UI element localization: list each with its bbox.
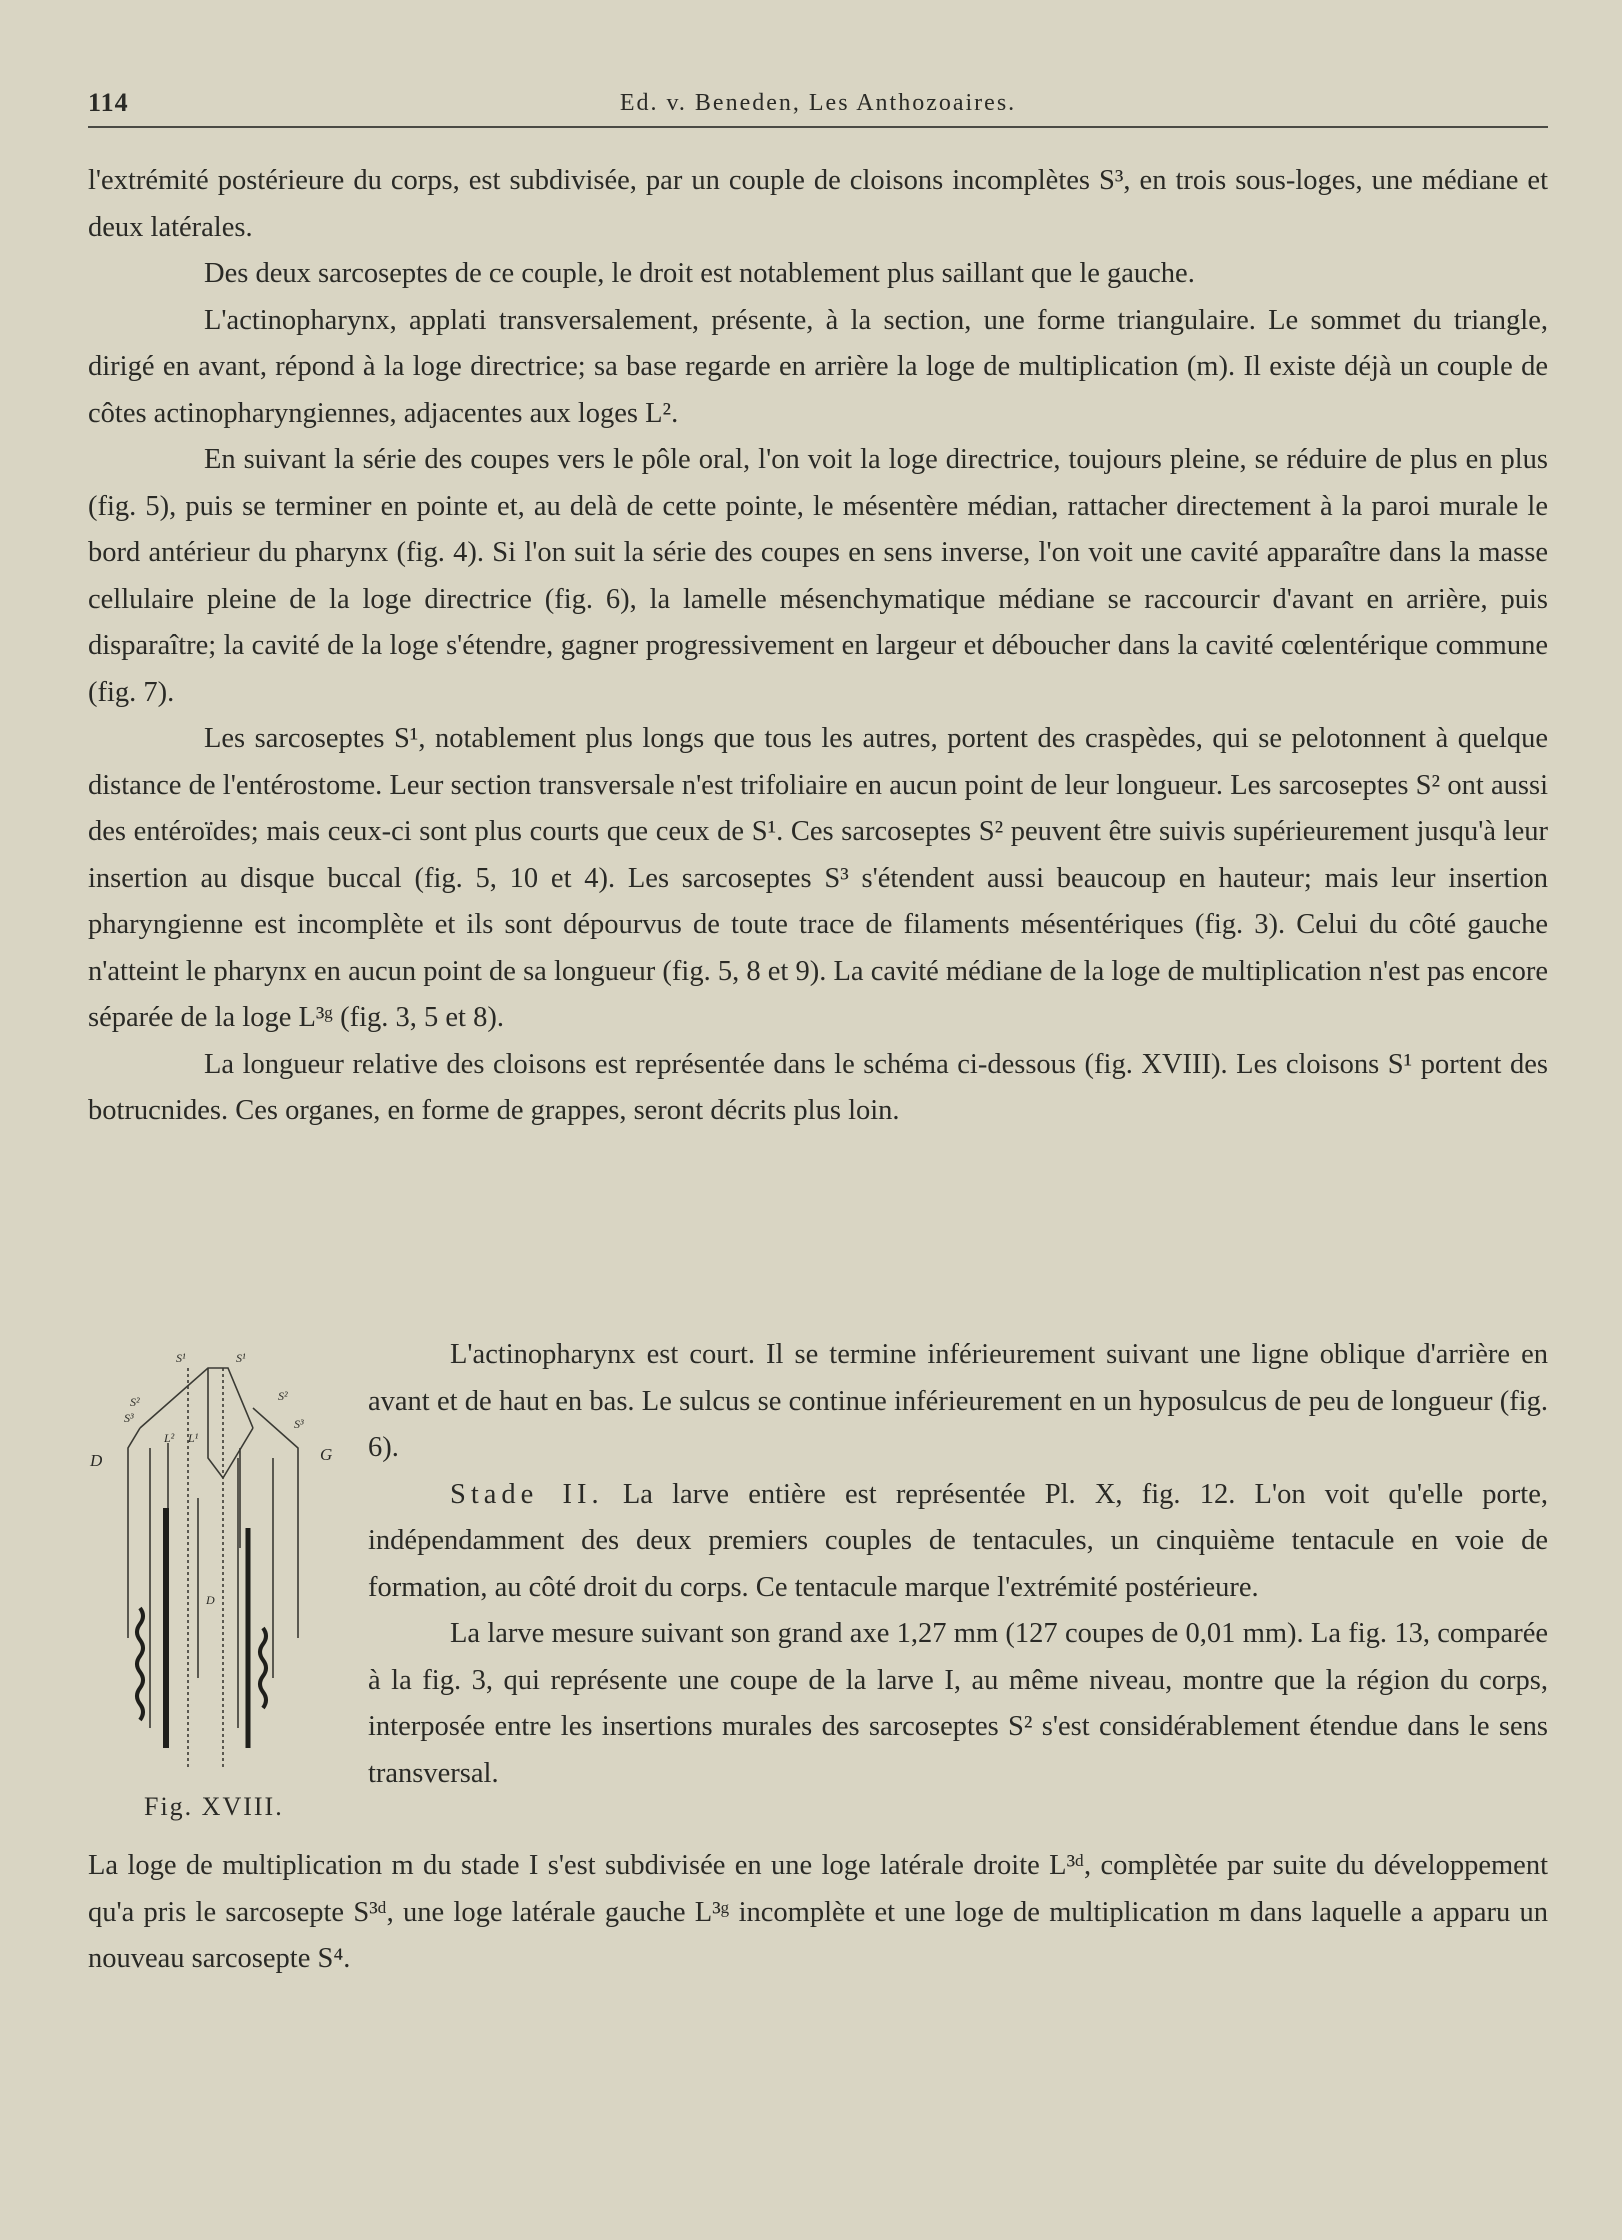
paragraph — [368, 1472, 1548, 1612]
paragraph-text: La larve entière est représentée Pl. X, fig. 12. L'on voit qu'elle porte, indépendamment des deux premiers couples de tentacules, un cinquième tentacule en voie de formation, au côté droit du corps. Ce tentacule marque l'extrémité postérieure. — [368, 1478, 1548, 1603]
label-l1: L¹ — [188, 1431, 199, 1445]
label-d-left: D — [90, 1451, 103, 1470]
label-s2-right: S² — [278, 1389, 288, 1403]
paragraph: l'extrémité postérieure du corps, est subdivisée, par un couple de cloisons incomplètes S³, en trois sous-loges, une médiane et deux latérales. — [88, 165, 1548, 243]
label-d-center: D — [206, 1593, 215, 1607]
paragraph: L'actinopharynx, applati transversalement, présente, à la section, une forme triangulaire. Le sommet du triangle, dirigé en avant, répond à la loge directrice; sa base regarde en arrière la loge de multiplication (m). Il existe déjà un couple de côtes actinopharyngiennes, adjacentes aux loges L². — [88, 304, 1548, 429]
label-s3-right: S³ — [294, 1417, 304, 1431]
paragraph: Des deux sarcoseptes de ce couple, le droit est notablement plus saillant que le gauche. — [204, 258, 1195, 289]
diagram-outline-left — [128, 1428, 140, 1638]
label-s3-left: S³ — [124, 1411, 134, 1425]
label-s1-right: S¹ — [236, 1351, 246, 1365]
paragraph: En suivant la série des coupes vers le pôle oral, l'on voit la loge directrice, toujours pleine, se réduire de plus en plus (fig. 5), puis se terminer en pointe et, au delà de cette pointe, le mésentère médian, rattacher directement à la paroi murale le bord antérieur du pharynx (fig. 4). Si l'on suit la série des coupes en sens inverse, l'on voit une cavité apparaître dans la masse cellulaire pleine de la loge directrice (fig. 6), la lamelle mésenchymatique médiane se raccourcir d'avant en arrière, puis disparaître; la cavité de la loge s'étendre, gagner progressivement en largeur et déboucher dans la cavité cœlentérique commune (fig. 7). — [88, 444, 1548, 708]
page-header — [88, 86, 1548, 128]
bottom-text — [88, 1843, 1548, 1983]
figure-xviii — [88, 1348, 338, 1826]
figure-caption: Fig. XVIII. — [144, 1792, 284, 1821]
diagram-outline-top — [140, 1368, 253, 1428]
septa-diagram — [88, 1348, 338, 1788]
paragraph: Les sarcoseptes S¹, notablement plus longs que tous les autres, portent des craspèdes, qui se pelotonnent à quelque distance de l'entérostome. Leur section transversale n'est trifoliaire en aucun point de leur longueur. Les sarcoseptes S² ont aussi des entéroïdes; mais ceux-ci sont plus courts que ceux de S¹. Ces sarcoseptes S² peuvent être suivis supérieurement jusqu'à leur insertion au disque buccal (fig. 5, 10 et 4). Les sarcoseptes S³ s'étendent aussi beaucoup en hauteur; mais leur insertion pharyngienne est incomplète et ils sont dépourvus de toute trace de filaments mésentériques (fig. 3). Celui du côté gauche n'atteint le pharynx en aucun point de sa longueur (fig. 5, 8 et 9). La cavité médiane de la loge de multiplication n'est pas encore séparée de la loge L³ᵍ (fig. 3, 5 et 8). — [88, 723, 1548, 1033]
paragraph: La loge de multiplication m du stade I s'est subdivisée en une loge latérale droite L³ᵈ, complètée par suite du développement qu'a pris le sarcosepte S³ᵈ, une loge latérale gauche L³ᵍ incomplète et une loge de multiplication m dans laquelle a apparu un nouveau sarcosepte S⁴. — [88, 1850, 1548, 1974]
side-text — [368, 1332, 1548, 1797]
running-title: Ed. v. Beneden, Les Anthozoaires. — [619, 90, 1017, 116]
paragraph: La larve mesure suivant son grand axe 1,27 mm (127 coupes de 0,01 mm). La fig. 13, comparée à la fig. 3, qui représente une coupe de la larve I, au même niveau, montre que la région du corps, interposée entre les insertions murales des sarcoseptes S² s'est considérablement étendue dans le sens transversal. — [368, 1618, 1548, 1789]
paragraph: La longueur relative des cloisons est représentée dans le schéma ci-dessous (fig. XVIII). Les cloisons S¹ portent des botrucnides. Ces organes, en forme de grappes, seront décrits plus loin. — [88, 1048, 1548, 1126]
page-number: 114 — [88, 88, 129, 117]
label-g-right: G — [320, 1445, 333, 1464]
diagram-outline-right — [253, 1408, 298, 1638]
label-l2: L² — [164, 1431, 175, 1445]
pharynx-line — [208, 1368, 253, 1478]
stage-heading: Stade II. — [450, 1478, 604, 1510]
label-s2-left: S² — [130, 1395, 140, 1409]
label-s1-left: S¹ — [176, 1351, 186, 1365]
paragraph: L'actinopharynx est court. Il se termine inférieurement suivant une ligne oblique d'arrière en avant et de haut en bas. Le sulcus se continue inférieurement en un hyposulcus de peu de longueur (fig. 6). — [368, 1339, 1548, 1463]
main-text — [88, 158, 1548, 1135]
